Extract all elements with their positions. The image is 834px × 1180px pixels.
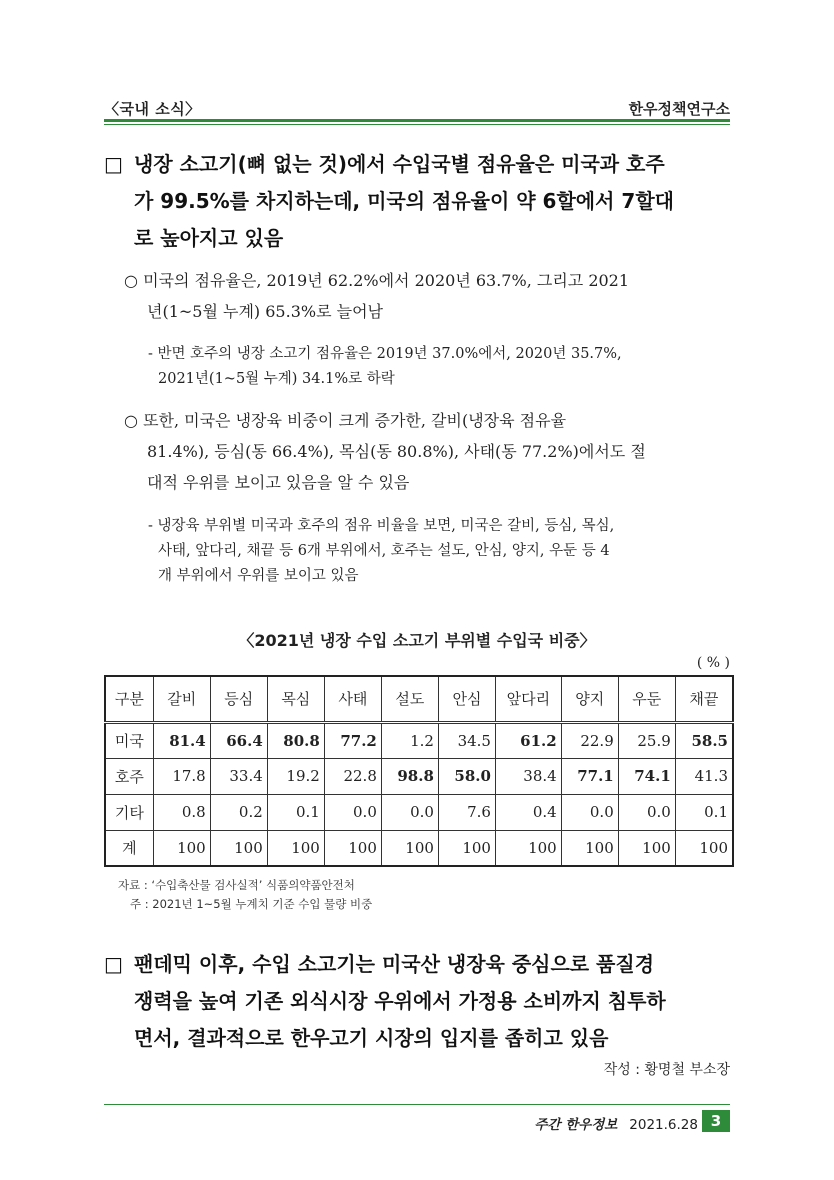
column-header: 안심 [438,676,495,722]
institute-name: 한우정책연구소 [628,100,730,118]
table-cell: 58.5 [675,722,733,758]
column-header: 구분 [105,676,153,722]
row-label: 계 [105,830,153,866]
heading-2-line-1: 팬데믹 이후, 수입 소고기는 미국산 냉장육 중심으로 품질경 [134,952,655,976]
bullet-1 [124,265,732,327]
heading-2-line-2: 쟁력을 높여 기존 외식시장 우위에서 가정용 소비까지 침투하 [134,989,666,1013]
table-cell: 22.8 [324,758,381,794]
column-header: 목심 [267,676,324,722]
table-unit: ( % ) [696,655,730,671]
bullet-1-line-2: 년(1~5월 누계) 65.3%로 늘어남 [147,302,383,321]
table-cell: 38.4 [495,758,561,794]
table-cell: 100 [153,830,210,866]
table-cell: 100 [267,830,324,866]
table-cell: 80.8 [267,722,324,758]
footer-rule [104,1104,730,1105]
table-cell: 0.0 [561,794,618,830]
table-cell: 100 [381,830,438,866]
circle-marker: ○ [124,271,138,290]
table-cell: 25.9 [618,722,675,758]
table-cell: 22.9 [561,722,618,758]
sub-bullet-1 [148,342,732,392]
column-header: 양지 [561,676,618,722]
footer-info [534,1113,698,1133]
table-cell: 7.6 [438,794,495,830]
table-cell: 0.1 [675,794,733,830]
table-cell: 19.2 [267,758,324,794]
heading-1 [104,146,734,257]
column-header: 채끝 [675,676,733,722]
heading-1-line-3: 로 높아지고 있음 [134,226,284,250]
heading-1-line-2: 가 99.5%를 차지하는데, 미국의 점유율이 약 6할에서 7할대 [134,189,674,213]
table-row [105,722,733,758]
table-cell: 1.2 [381,722,438,758]
table-cell: 77.2 [324,722,381,758]
table-cell: 33.4 [210,758,267,794]
bullet-2-line-2: 81.4%), 등심(동 66.4%), 목심(동 80.8%), 사태(동 77.2%)에서도 절 [147,442,646,461]
table-cell: 98.8 [381,758,438,794]
table-cell: 81.4 [153,722,210,758]
row-label: 호주 [105,758,153,794]
table-header-row [105,676,733,722]
header-rule [104,119,730,122]
table-cell: 77.1 [561,758,618,794]
author-credit: 작성 : 황명철 부소장 [603,1062,730,1078]
column-header: 우둔 [618,676,675,722]
bullet-2-line-1: 또한, 미국은 냉장육 비중이 크게 증가한, 갈비(냉장육 점유율 [143,411,567,430]
sub-2-line-2: 사태, 앞다리, 채끝 등 6개 부위에서, 호주는 설도, 안심, 양지, 우둔 등 4 [158,543,610,559]
heading-2-line-3: 면서, 결과적으로 한우고기 시장의 입지를 좁히고 있음 [134,1026,609,1050]
table-row [105,758,733,794]
row-label: 미국 [105,722,153,758]
table-cell: 100 [210,830,267,866]
section-label: 〈국내 소식〉 [104,100,201,118]
table-cell: 17.8 [153,758,210,794]
sub-2-line-1: - 냉장육 부위별 미국과 호주의 점유 비율을 보면, 미국은 갈비, 등심, 목심, [148,518,615,534]
table-cell: 0.4 [495,794,561,830]
sub-1-line-1: - 반면 호주의 냉장 소고기 점유율은 2019년 37.0%에서, 2020년 35.7%, [148,346,622,362]
sub-bullet-2 [148,514,732,589]
table-cell: 100 [675,830,733,866]
row-label: 기타 [105,794,153,830]
table-cell: 61.2 [495,722,561,758]
table-cell: 100 [324,830,381,866]
bullet-2-line-3: 대적 우위를 보이고 있음을 알 수 있음 [147,473,410,492]
heading-1-line-1: 냉장 소고기(뼈 없는 것)에서 수입국별 점유율은 미국과 호주 [134,152,665,176]
checkbox-marker: □ [104,152,123,176]
column-header: 앞다리 [495,676,561,722]
column-header: 등심 [210,676,267,722]
table-cell: 0.0 [618,794,675,830]
bullet-2 [124,405,732,498]
page-number: 3 [702,1110,730,1132]
publication-name: 주간 한우정보 [534,1117,618,1133]
table-row [105,794,733,830]
sub-2-line-3: 개 부위에서 우위를 보이고 있음 [158,568,359,584]
table-title: 〈2021년 냉장 수입 소고기 부위별 수입국 비중〉 [238,631,596,650]
header-rule-thin [104,124,730,125]
table-row [105,830,733,866]
column-header: 갈비 [153,676,210,722]
bullet-1-line-1: 미국의 점유율은, 2019년 62.2%에서 2020년 63.7%, 그리고 2021 [143,271,630,290]
table-cell: 100 [438,830,495,866]
issue-date: 2021.6.28 [629,1117,698,1133]
heading-2 [104,946,734,1057]
table-cell: 58.0 [438,758,495,794]
table-cell: 0.0 [324,794,381,830]
table-cell: 100 [618,830,675,866]
table-cell: 34.5 [438,722,495,758]
table-note: 주 : 2021년 1~5월 누계치 기준 수입 물량 비중 [130,897,373,911]
checkbox-marker: □ [104,952,123,976]
table-cell: 66.4 [210,722,267,758]
table-cell: 0.1 [267,794,324,830]
table-cell: 0.2 [210,794,267,830]
table-cell: 74.1 [618,758,675,794]
column-header: 설도 [381,676,438,722]
table-cell: 100 [495,830,561,866]
table-cell: 0.8 [153,794,210,830]
import-share-table [104,675,734,867]
sub-1-line-2: 2021년(1~5월 누계) 34.1%로 하락 [158,371,395,387]
table-cell: 0.0 [381,794,438,830]
table-cell: 41.3 [675,758,733,794]
table-source: 자료 : ‘수입축산물 검사실적’ 식품의약품안전처 [118,878,355,892]
column-header: 사태 [324,676,381,722]
table-cell: 100 [561,830,618,866]
circle-marker: ○ [124,411,138,430]
